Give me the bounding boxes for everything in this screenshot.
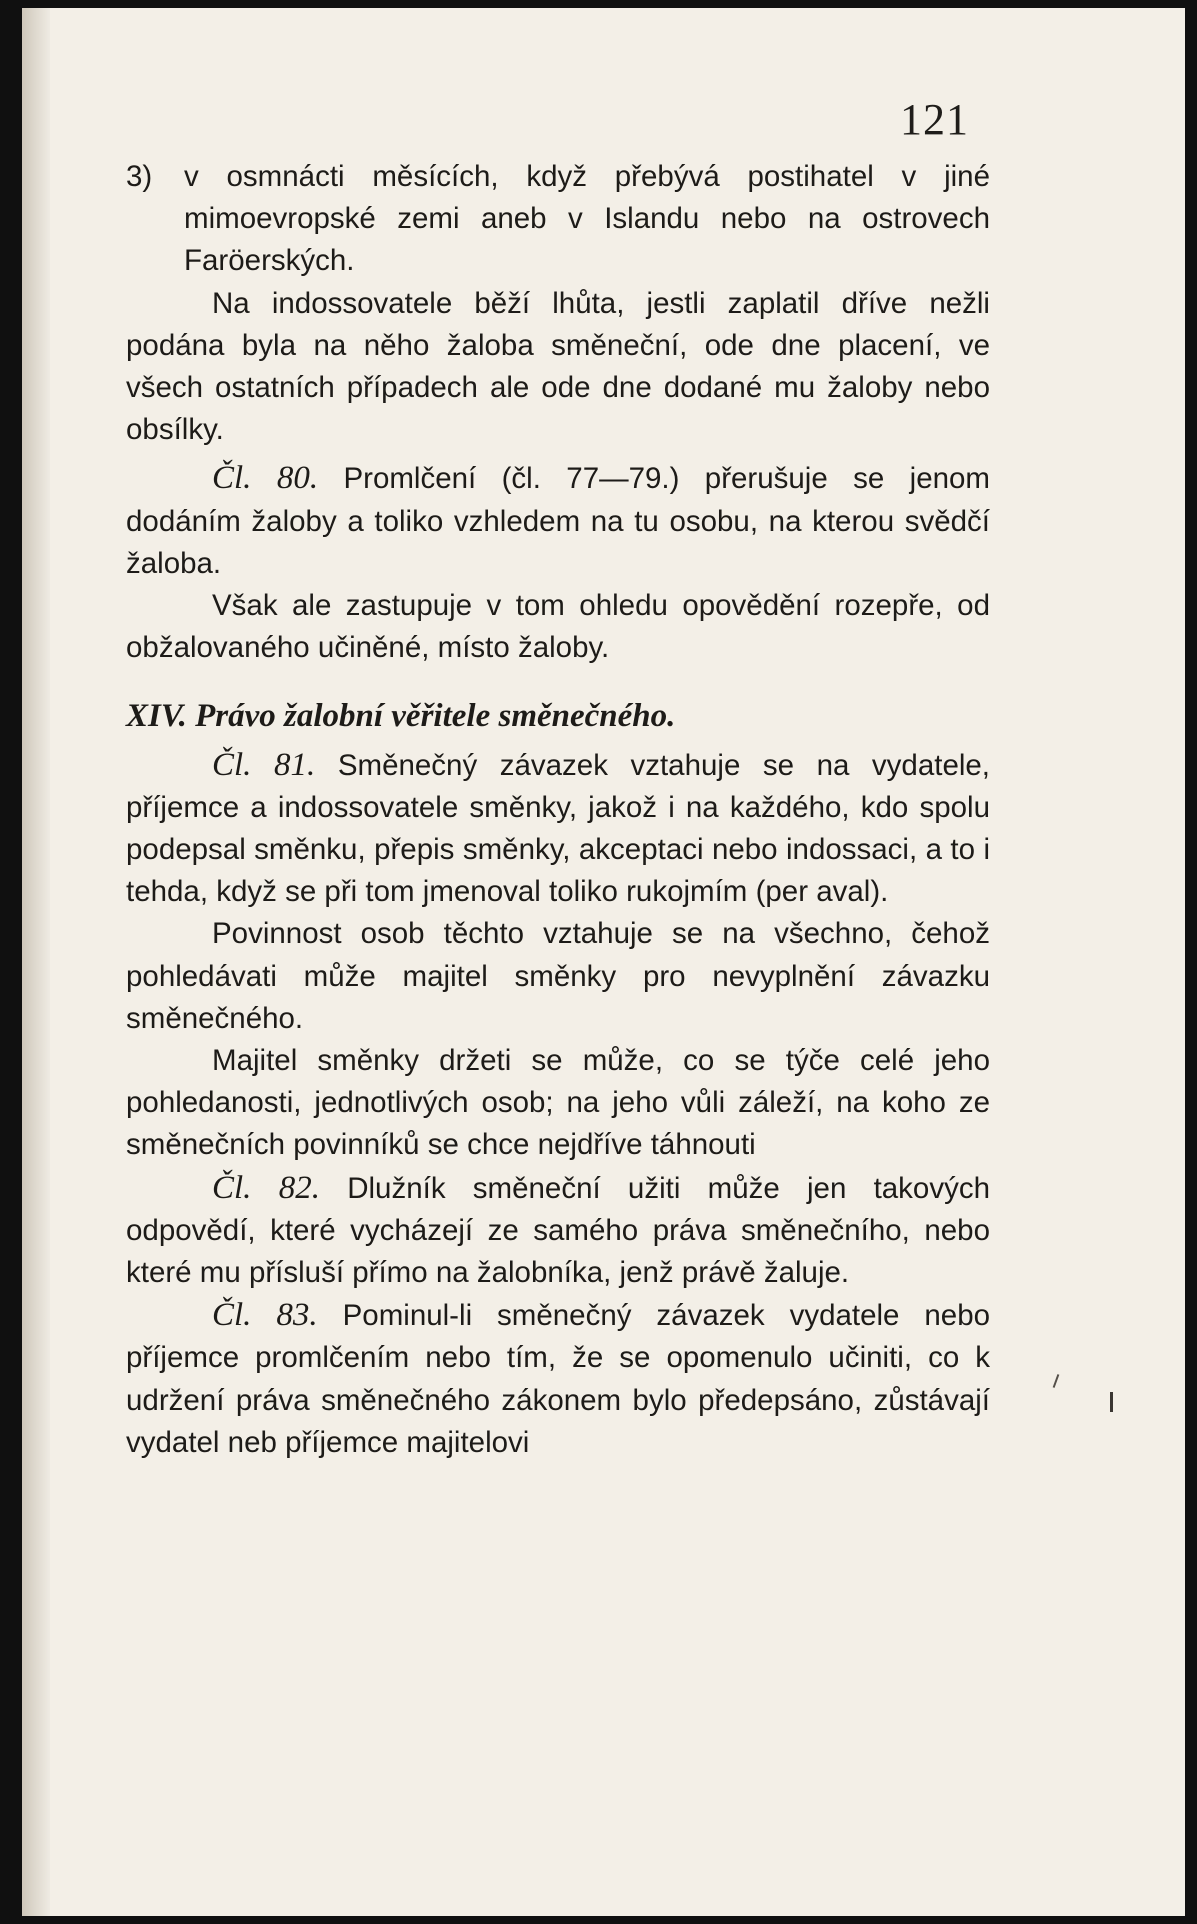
paragraph: Však ale zastupuje v tom ohledu opovědění rozepře, od obžalovaného učiněné, místo žaloby.: [126, 589, 990, 665]
article-81: [126, 744, 990, 914]
article-label: Čl. 80.: [212, 460, 319, 497]
article-82: [126, 1167, 990, 1295]
paragraph: Majitel směnky držeti se může, co se týče celé jeho pohledanosti, jednotlivých osob; na jeho vůli záleží, na koho ze směnečních povinníků se chce nejdříve táhnouti: [126, 1044, 990, 1162]
list-item: [126, 156, 990, 283]
article-text: Promlčení (čl. 77—79.) přerušuje se jenom dodáním žaloby a toliko vzhledem na tu osobu, na kterou svědčí žaloba.: [126, 462, 990, 580]
margin-mark: [1110, 1392, 1113, 1412]
page-gutter: [22, 8, 50, 1916]
article-label: Čl. 82.: [212, 1169, 320, 1206]
item-text: v osmnácti měsících, když přebývá postihatel v jiné mimoevropské zemi aneb v Islandu nebo na ostrovech Faröerských.: [184, 160, 990, 278]
paragraph: Povinnost osob těchto vztahuje se na všechno, čehož pohledávati může majitel směnky pro nevyplnění závazku směnečného.: [126, 917, 990, 1035]
page-number: 121: [900, 95, 969, 144]
page-text: [126, 156, 990, 1464]
article-83: [126, 1294, 990, 1464]
item-number: 3): [126, 160, 153, 193]
article-text: Pominul-li směnečný závazek vydatele nebo příjemce promlčením nebo tím, že se opomenulo učiniti, co k udržení práva směnečného zákonem bylo předepsáno, zůstávají vydatel neb příjemce majitelovi: [126, 1299, 991, 1459]
article-text: Směnečný závazek vztahuje se na vydatele, příjemce a indossovatele směnky, jakož i na každého, kdo spolu podepsal směnku, přepis směnky, akceptaci nebo indossaci, a to i tehda, když se při tom jmenoval toliko rukojmím (per aval).: [126, 748, 991, 909]
article-text: Dlužník směneční užiti může jen takových odpovědí, které vycházejí ze samého práva směnečního, nebo které mu přísluší přímo na žalobníka, jenž právě žaluje.: [126, 1171, 990, 1290]
article-label: Čl. 81.: [212, 746, 316, 783]
paragraph: Na indossovatele běží lhůta, jestli zaplatil dříve nežli podána byla na něho žaloba směneční, ode dne placení, ve všech ostatních případech ale ode dne dodané mu žaloby nebo obsílky.: [126, 286, 990, 447]
article-label: Čl. 83.: [212, 1297, 318, 1334]
section-heading: XIV. Právo žalobní věřitele směnečného.: [126, 698, 676, 735]
article-80: [126, 457, 990, 585]
